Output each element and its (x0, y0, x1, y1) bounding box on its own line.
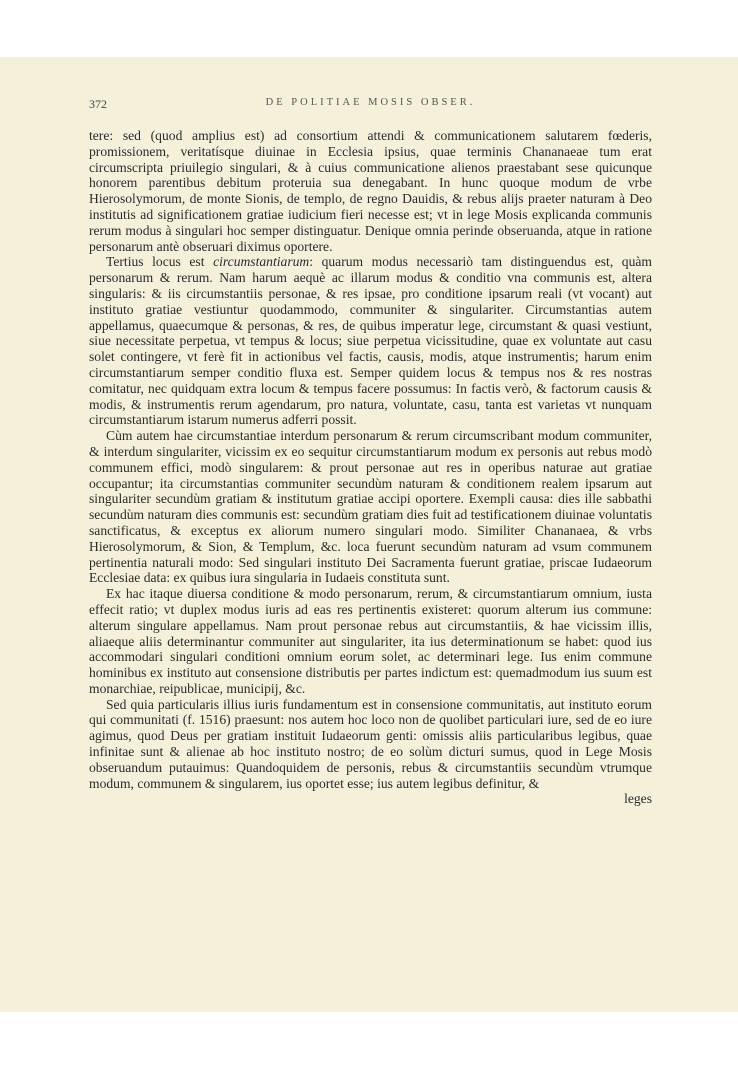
page-header (89, 97, 652, 113)
running-title: DE POLITIAE MOSIS OBSER. (265, 97, 476, 108)
catchword: leges (624, 791, 652, 807)
page-number: 372 (89, 97, 107, 111)
paragraph: Sed quia particularis illius iuris fundamentum est in consensione communitatis, aut instituto eorum qui communitati (f. 1516) praesunt: nos autem hoc loco non de quolibet particulari iure, sed de eo iure agimus, quod Deus per gratiam instituit Iudaeorum genti: omissis aliis particularibus legibus, quae infinitae sunt & alienae ab hoc instituto nostro; de eo solùm dicturi sumus, quod in Lege Mosis obseruandum putauimus: Quandoquidem de personis, rebus & circumstantiis secundùm vtrumque modum, communem & singularem, ius oportet esse; ius autem legibus definitur, & (89, 696, 652, 791)
paragraph-lead: Tertius locus est (106, 254, 214, 270)
paragraph: tere: sed (quod amplius est) ad consortium attendi & communicationem salutarem fœderis, promissionem, veritatísque diuinae in Ecclesia ipsius, quae terminis Chananaeae tum erat circumscripta priuilegio singulari, & à cuius communicatione alienos praestabant sese quicunque honorem parentibus debitum proteruia sua denegabant. In hunc quoque modum de vrbe Hierosolymorum, de monte Sionis, de templo, de regno Dauidis, & rebus alijs praeter naturam à Deo institutis ad significationem gratiae iudicium fieri necesse est; vt in lege Mosis explicanda communis rerum modus à singulari hoc semper distinguatur. Denique omnia perinde obseruanda, atque in ratione personarum antè obseruari diximus oportere. (89, 128, 652, 254)
body-text (89, 128, 652, 807)
italic-term: circumstantiarum (213, 254, 310, 270)
paragraph-text: : quarum modus necessariò tam distinguendus est, quàm personarum & rerum. Nam harum aequè ac illarum modus & conditio vna communis est, altera singularis: & iis circumstantiis personae, & res ipsae, pro conditione ipsarum reali (vt vocant) aut instituto gratiae vestiuntur quodammodo, communiter & singulariter. Circumstantias autem appellamus, quaecumque & personas, & res, de quibus imperatur lege, circumstant & quasi vestiunt, siue necessitate perpetua, vt tempus & locus; siue perpetua vicissitudine, quae ex voluntate aut casu solet contingere, vt ferè fit in actionibus vel factis, causis, modis, atque instrumentis; harum enim circumstantiarum semper conditio fluxa est. Semper quidem locus & tempus nos & res nostras comitatur, nec quidquam extra locum & tempus facere possumus: In factis verò, & factorum causis & modis, & instrumentis rerum agendarum, pro natura, voluntate, casu, tanta est varietas vt nunquam circumstantiarum istarum numerus adferri possit. (89, 254, 652, 428)
paragraph: Ex hac itaque diuersa conditione & modo personarum, rerum, & circumstantiarum omnium, iusta effecit ratio; vt duplex modus iuris ad eas res pertinentis existeret: quorum alterum ius commune: alterum singulare appellamus. Nam prout personae rebus aut circumstantiis, & hae vicissim illis, aliaeque aliis determinantur communiter aut singulariter, ita ius determinationum se habet: quod ius accommodari singulari conditioni omnium eorum solet, ac determinari lege. Ius enim commune hominibus ex instituto aut consensione distributis per partes indictum est: quemadmodum ius suum est monarchiae, reipublicae, municipij, &c. (89, 586, 652, 696)
paragraph (89, 254, 652, 428)
paragraph: Cùm autem hae circumstantiae interdum personarum & rerum circumscribant modum communiter, & interdum singulariter, vicissim ex eo sequitur circumstantiarum modum ex personis aut rebus modò communem effici, modò singularem: & prout personae aut res in operibus naturae aut gratiae occupantur; ita circumstantias communiter secundùm naturam & conditionem realem ipsarum aut singulariter secundùm gratiam & institutum gratiae accipi oportere. Exempli causa: dies ille sabbathi secundùm naturam dies communis est: secundùm gratiam dies fuit ad testificationem diuinae voluntatis sanctificatus, & exceptus ex aliorum numero singulari modo. Similiter Chananaea, & vrbs Hierosolymorum, & Sion, & Templum, &c. loca fuerunt secundùm naturam ad vsum communem pertinentia naturali modo: Sed singulari instituto Dei Sacramenta fuerunt gratiae, priscae Iudaeorum Ecclesiae data: ex quibus iura singularia in Iudaeis constituta sunt. (89, 428, 652, 586)
